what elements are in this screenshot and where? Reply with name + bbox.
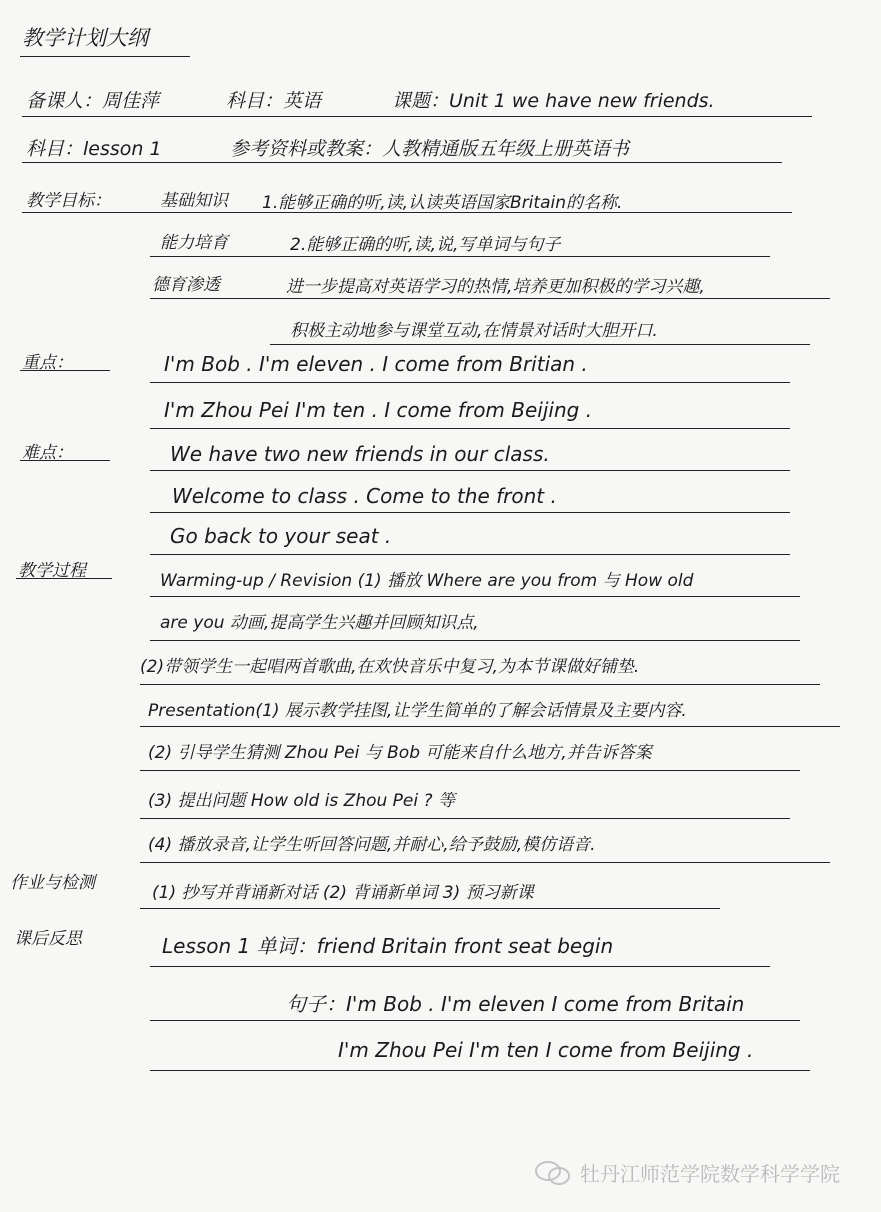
process-underline-1 [150, 596, 800, 597]
objectives-underline-2 [150, 256, 770, 257]
difficulties-label-underline [20, 460, 110, 461]
watermark-text: 牡丹江师范学院数学科学学院 [580, 1162, 840, 1186]
title-underline [20, 56, 190, 57]
process-underline-6 [140, 818, 790, 819]
difficulties-label: 难点： [22, 443, 73, 463]
key-point-line-1: I'm Bob . I'm eleven . I come from Britian . [164, 352, 588, 376]
teacher-field: 备课人：周佳萍 [26, 90, 160, 112]
wechat-icon [534, 1160, 574, 1186]
difficulty-line-1: We have two new friends in our class. [170, 442, 550, 466]
process-underline-4 [140, 726, 840, 727]
difficulties-underline-2 [150, 512, 790, 513]
key-point-line-2: I'm Zhou Pei I'm ten . I come from Beijing . [164, 398, 593, 422]
difficulties-underline-1 [150, 470, 790, 471]
board-label: 课后反思 [14, 929, 82, 949]
difficulty-line-2: Welcome to class . Come to the front . [172, 484, 557, 508]
ability-label: 能力培育 [160, 233, 228, 253]
topic-field: 课题：Unit 1 we have new friends. [392, 90, 715, 112]
process-line-7: (4) 播放录音,让学生听回答问题,并耐心,给予鼓励,模仿语音. [148, 835, 596, 855]
process-label-underline [16, 578, 112, 579]
process-underline-2 [150, 640, 800, 641]
objectives-underline-3 [150, 298, 830, 299]
page-title: 教学计划大纲 [22, 26, 148, 50]
board-underline-2 [150, 1020, 800, 1021]
objectives-underline-1 [22, 212, 792, 213]
subject-field: 科目：英语 [226, 90, 322, 112]
header-underline-2 [22, 162, 782, 163]
header-underline-1 [22, 116, 812, 117]
moral-text-2: 积极主动地参与课堂互动,在情景对话时大胆开口. [290, 321, 658, 341]
knowledge-text: 1.能够正确的听,读,认读英语国家Britain的名称. [262, 193, 623, 213]
knowledge-label: 基础知识 [160, 191, 228, 211]
process-underline-5 [140, 770, 800, 771]
key-points-label-underline [20, 370, 110, 371]
difficulty-line-3: Go back to your seat . [170, 524, 392, 548]
objectives-label: 教学目标： [26, 191, 111, 211]
process-line-2: are you 动画,提高学生兴趣并回顾知识点, [160, 613, 479, 633]
key-points-underline-1 [150, 382, 790, 383]
homework-text: (1) 抄写并背诵新对话 (2) 背诵新单词 3) 预习新课 [152, 883, 534, 903]
process-underline-7 [140, 862, 830, 863]
reference-field: 参考资料或教案：人教精通版五年级上册英语书 [230, 138, 630, 160]
process-underline-3 [140, 684, 820, 685]
lesson-field: 科目：lesson 1 [26, 138, 162, 160]
key-points-underline-2 [150, 428, 790, 429]
board-underline-1 [150, 966, 770, 967]
board-line-1: Lesson 1 单词：friend Britain front seat begin [162, 934, 614, 958]
key-points-label: 重点： [22, 353, 73, 373]
homework-label: 作业与检测 [10, 873, 95, 893]
board-line-3: I'm Zhou Pei I'm ten I come from Beijing . [338, 1038, 754, 1062]
process-line-6: (3) 提出问题 How old is Zhou Pei ? 等 [148, 791, 455, 811]
moral-text-1: 进一步提高对英语学习的热情,培养更加积极的学习兴趣, [286, 277, 705, 297]
moral-label: 德育渗透 [152, 275, 220, 295]
ability-text: 2.能够正确的听,读,说,写单词与句子 [290, 235, 561, 255]
difficulties-underline-3 [150, 554, 790, 555]
process-line-4: Presentation(1) 展示教学挂图,让学生简单的了解会话情景及主要内容. [148, 701, 687, 721]
objectives-underline-4 [270, 344, 810, 345]
homework-underline [140, 908, 720, 909]
board-line-2: 句子：I'm Bob . I'm eleven I come from Britain [286, 992, 745, 1016]
process-label: 教学过程 [18, 561, 86, 581]
board-underline-3 [150, 1070, 810, 1071]
process-line-5: (2) 引导学生猜测 Zhou Pei 与 Bob 可能来自什么地方,并告诉答案 [148, 743, 652, 763]
process-line-3: (2)带领学生一起唱两首歌曲,在欢快音乐中复习,为本节课做好铺垫. [140, 657, 640, 677]
process-line-1: Warming-up / Revision (1) 播放 Where are you from 与 How old [160, 571, 694, 591]
